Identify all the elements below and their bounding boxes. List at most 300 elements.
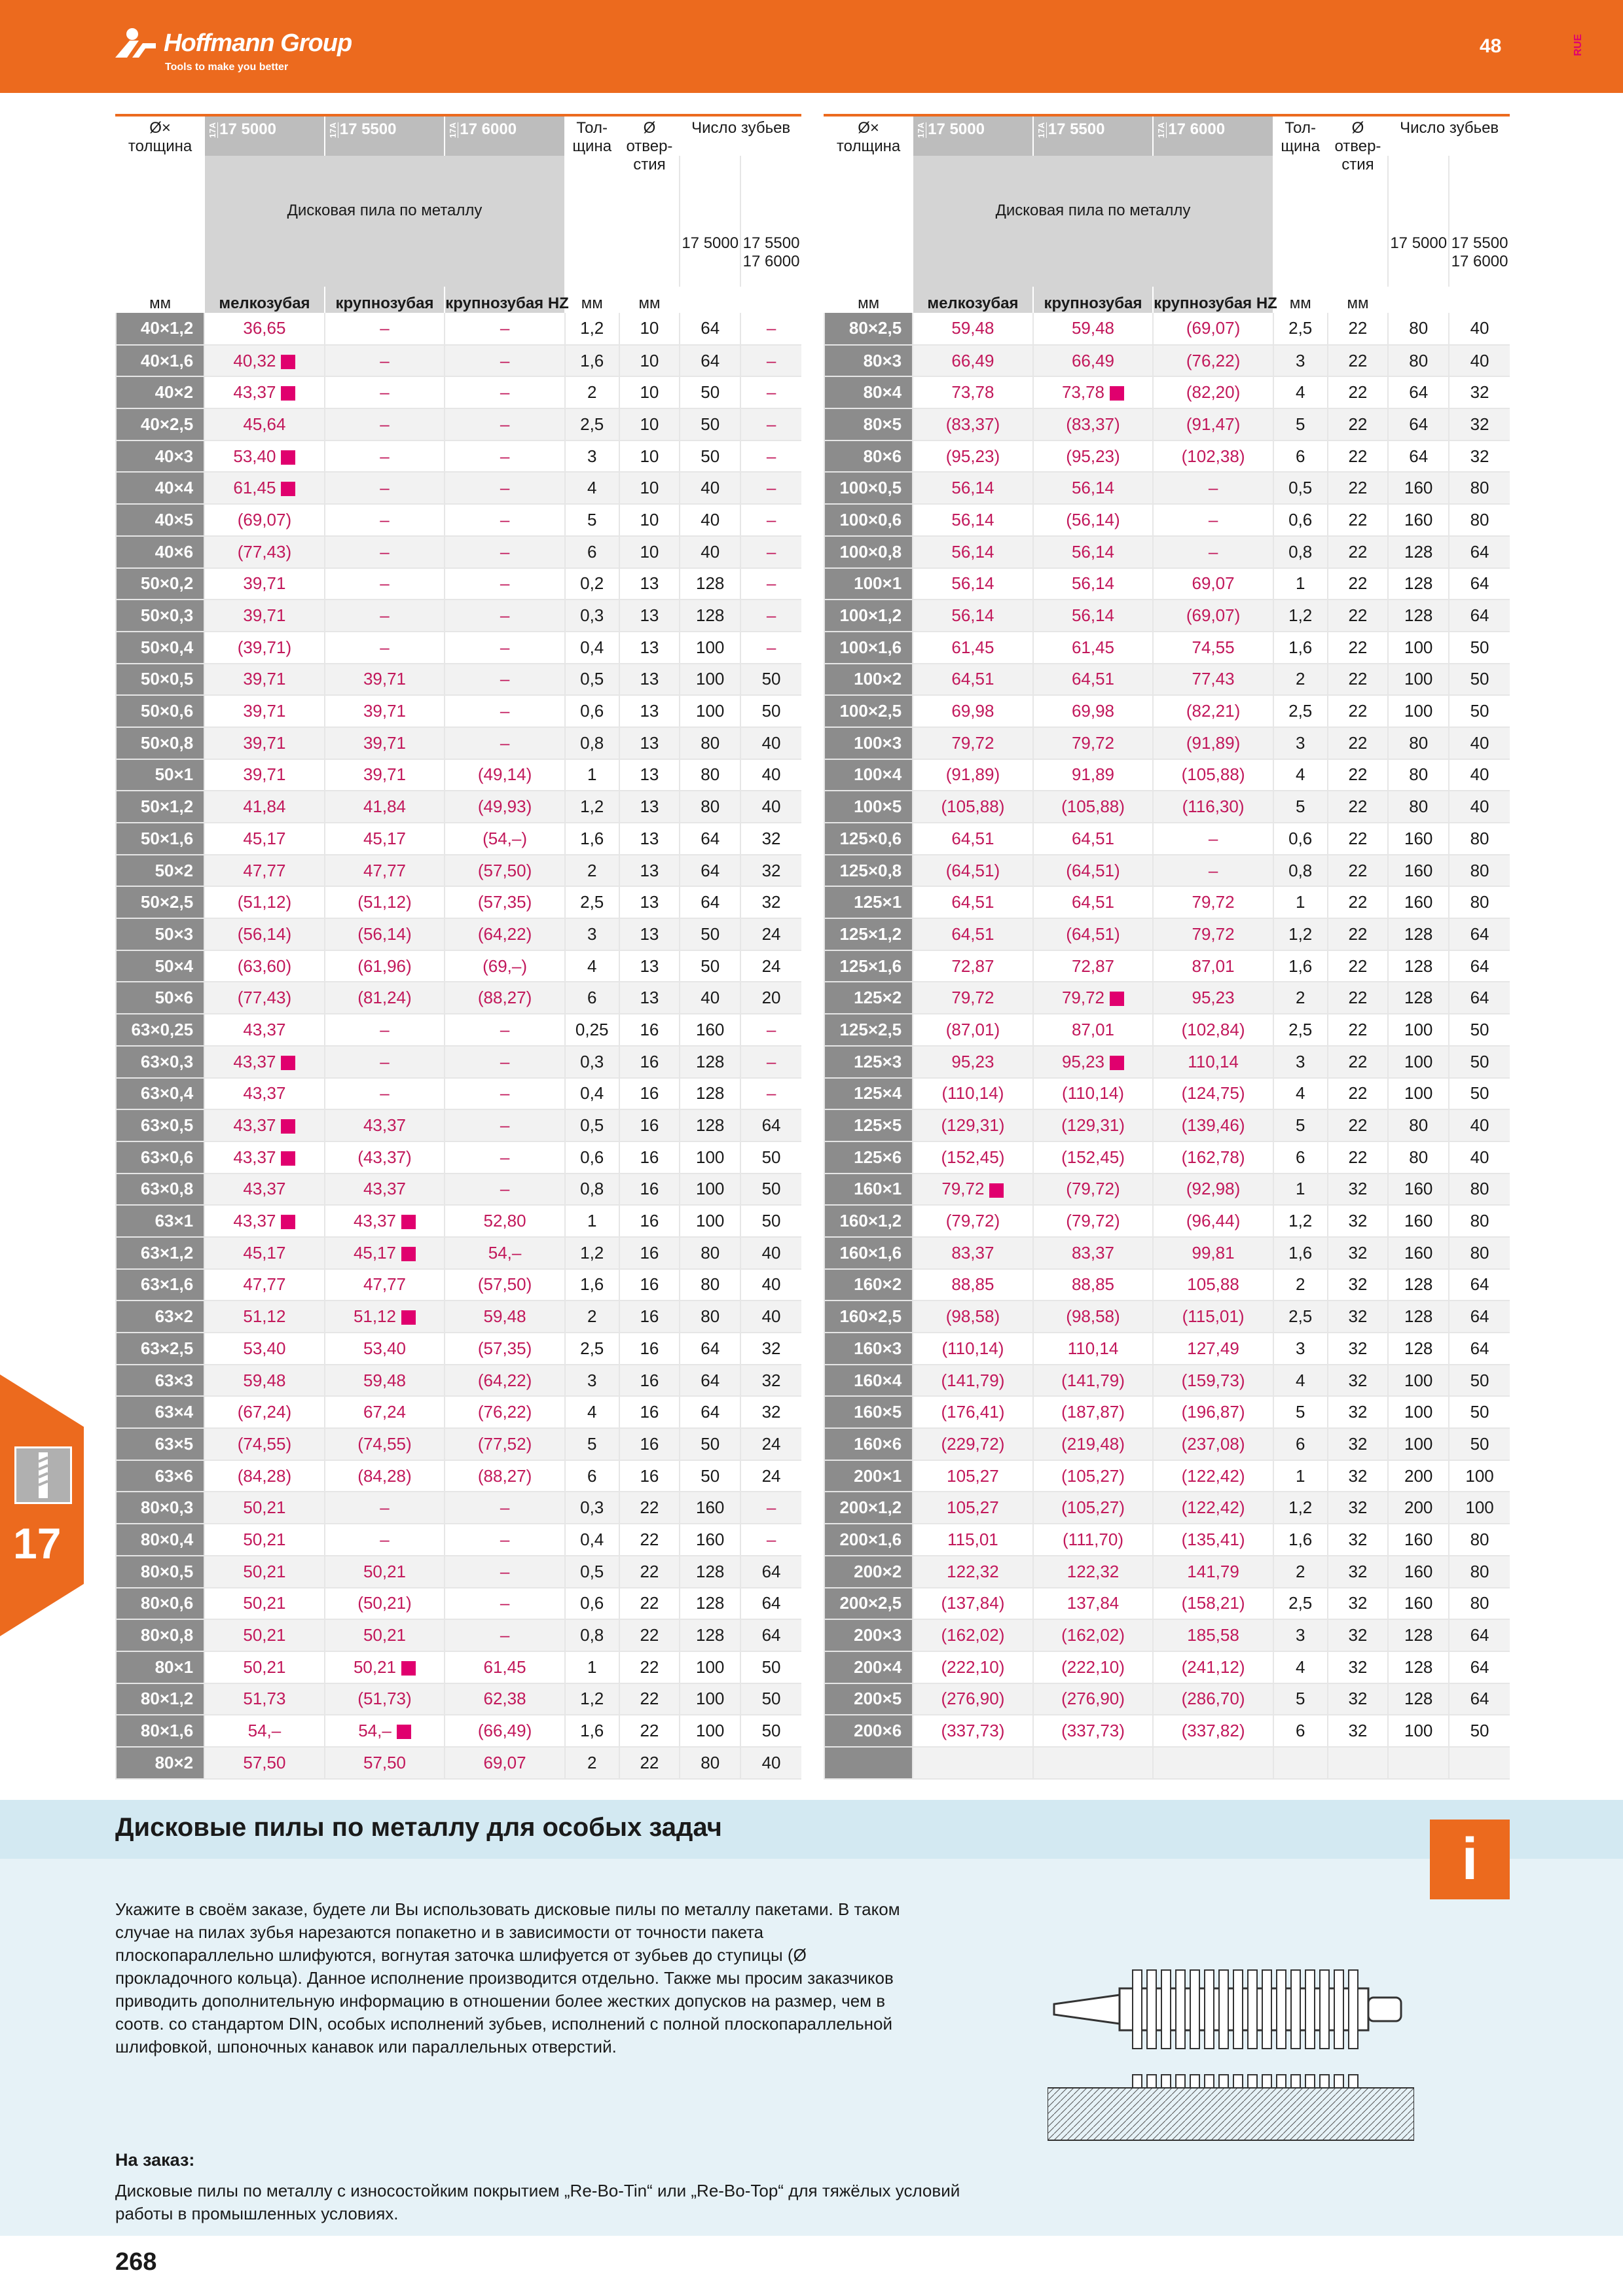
spec-cell [680, 1588, 740, 1620]
cell-text: – [766, 1019, 776, 1039]
cell-text: 50,21 [243, 1657, 286, 1677]
cell-text: 105,27 [947, 1465, 999, 1486]
cell-text: 22 [1348, 1051, 1368, 1071]
size-cell [116, 1365, 204, 1397]
cell-text: 69,07 [483, 1752, 526, 1772]
spec-cell [565, 1333, 619, 1365]
size-cell [116, 1747, 204, 1779]
price-cell [913, 950, 1033, 982]
spec-cell [1449, 1524, 1510, 1556]
size-cell [116, 1205, 204, 1237]
cell-text: 100 [696, 637, 725, 657]
cell-text: 16 [640, 1338, 659, 1358]
spec-cell [1388, 408, 1449, 440]
spec-cell [1273, 632, 1328, 664]
price-cell [325, 600, 445, 632]
cell-text: (56,14) [357, 924, 412, 944]
spec-cell [1273, 440, 1328, 473]
cell-text: 50,21 [363, 1625, 407, 1645]
cell-text: – [500, 1147, 510, 1167]
cell-text: – [380, 1529, 390, 1549]
stock-marker-icon [401, 1215, 416, 1229]
cell-text: 50 [761, 1179, 781, 1199]
cell-text: 43,37 [243, 1019, 286, 1039]
cell-text: 63×0,3 [140, 1051, 194, 1071]
cell-text: 122,32 [1067, 1561, 1120, 1581]
table-row [116, 950, 801, 982]
spec-cell [1449, 855, 1510, 887]
cell-text: 128 [696, 1625, 725, 1645]
price-cell [913, 504, 1033, 536]
cell-text: 128 [696, 1593, 725, 1613]
spec-cell [619, 1237, 680, 1269]
spec-cell [1449, 600, 1510, 632]
cell-text: 40 [701, 478, 720, 498]
cell-text: 36,65 [243, 318, 286, 338]
table-row [824, 1237, 1510, 1269]
cell-text: 160 [1404, 1211, 1433, 1231]
cell-text: 63×1 [155, 1211, 194, 1231]
spec-cell [680, 1141, 740, 1174]
price-cell [325, 1492, 445, 1524]
spec-cell [740, 536, 801, 568]
spec-cell [740, 823, 801, 855]
article-tag: 17A [1156, 122, 1167, 138]
cell-text: 73,78 [1061, 382, 1105, 403]
spec-cell [565, 695, 619, 727]
spec-cell [1449, 1046, 1510, 1078]
cell-text: – [500, 350, 510, 370]
cell-text: (50,21) [357, 1593, 412, 1613]
cell-text: 100 [696, 669, 725, 689]
table-row [116, 1396, 801, 1428]
table-row [824, 727, 1510, 759]
spec-cell [1388, 982, 1449, 1014]
language-code: RUE [1573, 34, 1584, 56]
price-cell [325, 759, 445, 791]
cell-text: 64 [1470, 1274, 1489, 1295]
info-title: Дисковые пилы по металлу для особых задач [115, 1813, 722, 1842]
cell-text: 50 [701, 924, 720, 944]
spec-cell [1273, 1300, 1328, 1333]
size-cell [824, 345, 913, 377]
subheader-4: мм [565, 287, 619, 313]
spec-cell [1273, 1619, 1328, 1651]
size-cell [824, 1492, 913, 1524]
spec-cell [680, 1747, 740, 1779]
cell-text: 43,37 [233, 1051, 276, 1071]
size-cell [824, 1014, 913, 1046]
cell-text: 40×1,2 [140, 318, 194, 338]
cell-text: 100×1 [854, 573, 902, 594]
table-row [116, 791, 801, 823]
cell-text: 80×2 [155, 1752, 194, 1772]
cell-text: 16 [640, 1370, 659, 1390]
size-cell [116, 1619, 204, 1651]
cell-text: 56,14 [1071, 573, 1115, 594]
cell-text: – [500, 1019, 510, 1039]
price-cell [325, 1046, 445, 1078]
size-cell [116, 791, 204, 823]
spec-cell [1388, 1396, 1449, 1428]
table-row [116, 664, 801, 696]
table-row [116, 1141, 801, 1174]
table-row [116, 918, 801, 950]
cell-text: 63×4 [155, 1402, 194, 1422]
spec-cell [1449, 568, 1510, 600]
price-cell [913, 918, 1033, 950]
cell-text: (158,21) [1181, 1593, 1245, 1613]
price-cell [325, 1174, 445, 1206]
spec-cell [1328, 568, 1389, 600]
cell-text: 79,72 [941, 1179, 985, 1199]
cell-text: 54,– [247, 1721, 282, 1741]
cell-text: – [380, 382, 390, 403]
price-cell [204, 600, 325, 632]
spec-cell [1273, 918, 1328, 950]
article-tag: 17A [916, 122, 926, 138]
spec-cell [619, 313, 680, 345]
spec-cell [1328, 1715, 1389, 1747]
spec-cell [1273, 664, 1328, 696]
thickness-header: Тол- щина [1273, 115, 1328, 287]
cell-text: 50 [701, 1433, 720, 1454]
price-cell [325, 1428, 445, 1460]
size-cell [116, 982, 204, 1014]
table-row [824, 1651, 1510, 1683]
spec-cell [1273, 568, 1328, 600]
spec-cell [680, 855, 740, 887]
cell-text: 3 [1295, 1338, 1305, 1358]
cell-text: 64 [701, 828, 720, 848]
teeth-b-header: 17 5500 17 6000 [1449, 156, 1510, 287]
spec-cell [565, 918, 619, 950]
spec-cell [680, 1683, 740, 1715]
cell-text: 4 [587, 478, 597, 498]
cell-text: 63×2 [155, 1306, 194, 1327]
cell-text: (51,12) [357, 892, 412, 912]
price-cell [445, 759, 565, 791]
table-row [116, 472, 801, 504]
spec-cell [619, 1683, 680, 1715]
cell-text: 64 [1470, 1306, 1489, 1327]
price-cell [1153, 950, 1273, 982]
cell-text: 32 [1470, 382, 1489, 403]
price-cell [913, 886, 1033, 918]
spec-cell [740, 1365, 801, 1397]
size-cell [116, 1524, 204, 1556]
cell-text: 105,88 [1187, 1274, 1239, 1295]
spec-cell [619, 1205, 680, 1237]
cell-text: 160×3 [854, 1338, 902, 1358]
spec-cell [1449, 727, 1510, 759]
price-cell [1153, 1396, 1273, 1428]
cell-text: 64,51 [951, 924, 994, 944]
price-cell [325, 727, 445, 759]
price-cell [204, 1683, 325, 1715]
cell-text: 40 [1470, 350, 1489, 370]
cell-text: 22 [1348, 860, 1368, 880]
stock-marker-icon [401, 1661, 416, 1676]
cell-text: – [500, 318, 510, 338]
spec-cell [619, 727, 680, 759]
cell-text: 160×6 [854, 1433, 902, 1454]
size-cell [824, 1428, 913, 1460]
cell-text: (84,28) [237, 1465, 292, 1486]
cell-text: 13 [640, 860, 659, 880]
price-cell [1153, 313, 1273, 345]
spec-cell [565, 1046, 619, 1078]
cell-text: 62,38 [483, 1689, 526, 1709]
cell-text: 0,4 [580, 637, 604, 657]
cell-text: 100 [696, 1147, 725, 1167]
spec-cell [1328, 1046, 1389, 1078]
cell-text: 160 [1404, 509, 1433, 529]
chapter-tab[interactable] [0, 1374, 84, 1636]
price-cell [204, 950, 325, 982]
spec-cell [1273, 1715, 1328, 1747]
cell-text: 16 [640, 1083, 659, 1103]
cell-text: 43,37 [363, 1115, 407, 1136]
spec-cell [619, 1014, 680, 1046]
cell-text: 3 [587, 446, 597, 466]
cell-text: (102,84) [1181, 1019, 1245, 1039]
price-cell [325, 568, 445, 600]
cell-text: 43,37 [233, 1115, 276, 1136]
table-row [824, 791, 1510, 823]
size-cell [824, 504, 913, 536]
price-cell [445, 376, 565, 408]
price-cell [913, 791, 1033, 823]
cell-text: 137,84 [1067, 1593, 1120, 1613]
cell-text: (129,31) [941, 1115, 1005, 1136]
cell-text: 32 [1348, 1625, 1368, 1645]
teeth-header: Число зубьев [680, 115, 801, 156]
table-row [116, 1269, 801, 1301]
size-cell [824, 855, 913, 887]
table-row [116, 600, 801, 632]
cell-text: 40×2 [155, 382, 194, 403]
page-number: 268 [115, 2248, 157, 2276]
cell-text: 4 [1295, 764, 1305, 785]
cell-text: 51,12 [243, 1306, 286, 1327]
brand-logo[interactable] [113, 26, 352, 73]
table-row [824, 664, 1510, 696]
cell-text: 1,6 [1288, 1529, 1313, 1549]
spec-cell [1328, 440, 1389, 473]
cell-text: 80 [1470, 1529, 1489, 1549]
price-cell [913, 440, 1033, 473]
cell-text: 13 [640, 956, 659, 976]
cell-text: 80×3 [863, 350, 902, 370]
cell-text: – [500, 509, 510, 529]
cell-text: (82,21) [1186, 701, 1241, 721]
size-cell [116, 600, 204, 632]
cell-text: (124,75) [1181, 1083, 1245, 1103]
spec-cell [1273, 1078, 1328, 1110]
price-cell [204, 1715, 325, 1747]
cell-text: 80×1 [155, 1657, 194, 1677]
cell-text: 39,71 [243, 669, 286, 689]
price-cell [1153, 727, 1273, 759]
spec-cell [619, 1715, 680, 1747]
cell-text: 61,45 [483, 1657, 526, 1677]
cell-text: 125×5 [854, 1115, 902, 1136]
cell-text: 22 [640, 1625, 659, 1645]
spec-cell [1388, 1492, 1449, 1524]
cell-text: 22 [1348, 573, 1368, 594]
cell-text: (105,88) [1061, 797, 1125, 817]
cell-text: 4 [1295, 1370, 1305, 1390]
stock-marker-icon [401, 1310, 416, 1325]
spec-cell [1388, 1428, 1449, 1460]
cell-text: 3 [1295, 1625, 1305, 1645]
cell-text: 52,80 [483, 1211, 526, 1231]
size-header: Ø× толщина [116, 115, 204, 156]
cell-text: 100×2,5 [839, 701, 902, 721]
size-cell [116, 1428, 204, 1460]
size-cell [116, 1269, 204, 1301]
cell-text: (49,93) [477, 797, 532, 817]
article-tag: 17A [448, 122, 458, 138]
cell-text: 45,17 [243, 1242, 286, 1263]
spec-cell [740, 1333, 801, 1365]
spec-cell [565, 1460, 619, 1492]
spec-cell [680, 664, 740, 696]
price-cell [445, 1365, 565, 1397]
cell-text: 40 [761, 797, 781, 817]
price-cell [204, 1396, 325, 1428]
spec-cell [1328, 950, 1389, 982]
price-cell [204, 886, 325, 918]
price-cell [204, 1428, 325, 1460]
cell-text: 16 [640, 1402, 659, 1422]
cell-text: 61,45 [951, 637, 994, 657]
price-cell [204, 376, 325, 408]
spec-cell [1328, 345, 1389, 377]
price-cell [1153, 664, 1273, 696]
cell-text: 50×0,5 [140, 669, 194, 689]
cell-text: 22 [1348, 797, 1368, 817]
cell-text: 1,2 [1288, 605, 1313, 626]
price-cell [1033, 1428, 1154, 1460]
price-cell [913, 727, 1033, 759]
spec-cell [619, 1046, 680, 1078]
size-cell [824, 1269, 913, 1301]
cell-text: 200 [1404, 1465, 1433, 1486]
spec-cell [1273, 408, 1328, 440]
spec-cell [740, 982, 801, 1014]
price-cell [445, 1078, 565, 1110]
cell-text: 79,72 [951, 732, 994, 753]
cell-text: (98,58) [1066, 1306, 1120, 1327]
spec-cell [680, 1078, 740, 1110]
spec-cell [1273, 345, 1328, 377]
spec-cell [1449, 1396, 1510, 1428]
cell-text: 3 [587, 1370, 597, 1390]
spec-cell [680, 1651, 740, 1683]
spec-cell [740, 918, 801, 950]
cell-text: (83,37) [945, 414, 1000, 434]
spec-cell [619, 1333, 680, 1365]
cell-text: 2,5 [580, 892, 604, 912]
spec-cell [619, 1365, 680, 1397]
cell-text: 160×2 [854, 1274, 902, 1295]
table-row [116, 1460, 801, 1492]
spec-cell [619, 345, 680, 377]
cell-text: 66,49 [1071, 350, 1115, 370]
price-cell [445, 408, 565, 440]
cell-text: 10 [640, 509, 659, 529]
table-row [824, 1715, 1510, 1747]
cell-text: (77,43) [237, 988, 292, 1008]
drill-icon [14, 1446, 72, 1504]
spec-cell [1388, 313, 1449, 345]
cell-text: (81,24) [357, 988, 412, 1008]
cell-text: (105,27) [1061, 1498, 1125, 1518]
price-cell [913, 664, 1033, 696]
subheader-2: крупнозубая [325, 287, 445, 313]
cell-text: 50 [1470, 1721, 1489, 1741]
cell-text: (87,01) [945, 1019, 1000, 1039]
cell-text: 1,2 [580, 797, 604, 817]
article-tag: 17A [327, 122, 338, 138]
cell-text: 50,21 [243, 1561, 286, 1581]
cell-text: 100×1,2 [839, 605, 902, 626]
spec-cell [1449, 1492, 1510, 1524]
cell-text: (82,20) [1186, 382, 1241, 403]
spec-cell [740, 1556, 801, 1588]
cell-text: 22 [1348, 828, 1368, 848]
cell-text: 66,49 [951, 350, 994, 370]
spec-cell [680, 1524, 740, 1556]
cell-text: – [380, 1051, 390, 1071]
cell-text: 160 [1404, 828, 1433, 848]
cell-text: 13 [640, 701, 659, 721]
table-row [824, 918, 1510, 950]
spec-cell [1449, 791, 1510, 823]
cell-text: 50 [761, 1211, 781, 1231]
cell-text: 64 [761, 1593, 781, 1613]
cell-text: 22 [640, 1752, 659, 1772]
size-cell [116, 504, 204, 536]
cell-text: 95,23 [1061, 1051, 1105, 1071]
size-header: Ø× толщина [824, 115, 913, 156]
price-cell [1033, 855, 1154, 887]
cell-text: 80 [1470, 1179, 1489, 1199]
cell-text: 128 [1404, 541, 1433, 562]
cell-text: 69,07 [1192, 573, 1235, 594]
cell-text: (91,47) [1186, 414, 1241, 434]
cell-text: 64 [1470, 1689, 1489, 1709]
cell-text: 22 [640, 1657, 659, 1677]
price-cell [1153, 1428, 1273, 1460]
table-row [824, 1428, 1510, 1460]
cell-text: (222,10) [941, 1657, 1005, 1677]
size-cell [116, 1300, 204, 1333]
price-cell [913, 982, 1033, 1014]
cell-text: (337,73) [941, 1721, 1005, 1741]
price-cell [445, 440, 565, 473]
logo-icon [113, 26, 158, 60]
spec-cell [1328, 632, 1389, 664]
cell-text: 22 [1348, 732, 1368, 753]
table-row [824, 1205, 1510, 1237]
spec-cell [1388, 1524, 1449, 1556]
cell-text: 1,2 [580, 1242, 604, 1263]
spec-cell [619, 1300, 680, 1333]
price-cell [1153, 1269, 1273, 1301]
